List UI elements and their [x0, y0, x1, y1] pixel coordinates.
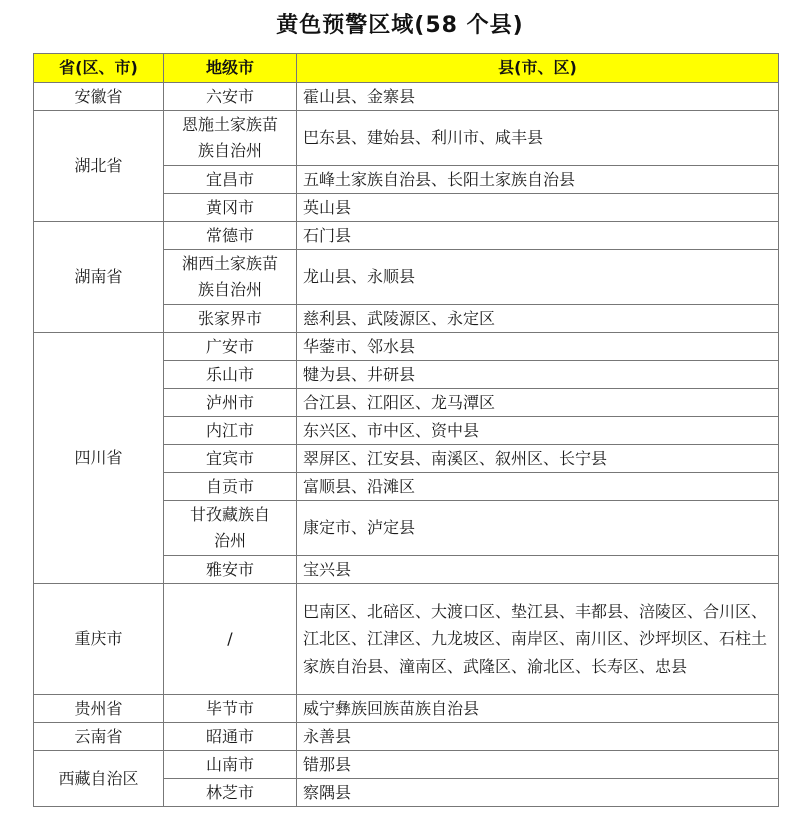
- county-cell: 康定市、泸定县: [297, 501, 779, 556]
- county-cell: 错那县: [297, 751, 779, 779]
- province-cell: 西藏自治区: [34, 751, 164, 807]
- province-cell: 重庆市: [34, 584, 164, 695]
- page-title: 黄色预警区域(58 个县): [276, 13, 524, 38]
- table-row: [34, 83, 779, 111]
- city-cell: 张家界市: [164, 305, 297, 333]
- city-cell: 泸州市: [164, 389, 297, 417]
- table-row: [34, 723, 779, 751]
- county-cell: 巴东县、建始县、利川市、咸丰县: [297, 111, 779, 166]
- city-cell: [164, 250, 297, 305]
- province-cell: 安徽省: [34, 83, 164, 111]
- table-row: [34, 111, 779, 166]
- county-cell: 犍为县、井研县: [297, 361, 779, 389]
- table-row: [34, 695, 779, 723]
- county-cell: 察隅县: [297, 779, 779, 807]
- city-cell: 六安市: [164, 83, 297, 111]
- county-cell: 龙山县、永顺县: [297, 250, 779, 305]
- county-cell: 石门县: [297, 222, 779, 250]
- header-city: 地级市: [164, 54, 297, 83]
- city-cell: 内江市: [164, 417, 297, 445]
- county-cell: 翠屏区、江安县、南溪区、叙州区、长宁县: [297, 445, 779, 473]
- table-row: [34, 333, 779, 361]
- province-cell: 湖南省: [34, 222, 164, 333]
- header-county: 县(市、区): [297, 54, 779, 83]
- city-cell: 毕节市: [164, 695, 297, 723]
- city-cell: 山南市: [164, 751, 297, 779]
- city-cell: 林芝市: [164, 779, 297, 807]
- county-cell: 富顺县、沿滩区: [297, 473, 779, 501]
- city-cell: 昭通市: [164, 723, 297, 751]
- county-cell: 巴南区、北碚区、大渡口区、垫江县、丰都县、涪陵区、合川区、江北区、江津区、九龙坡区、南岸区、南川区、沙坪坝区、石柱土家族自治县、潼南区、武隆区、渝北区、长寿区、忠县: [297, 584, 779, 695]
- county-cell: 霍山县、金寨县: [297, 83, 779, 111]
- city-cell: 宜宾市: [164, 445, 297, 473]
- city-cell: [164, 111, 297, 166]
- table-row: [34, 222, 779, 250]
- county-cell: 英山县: [297, 194, 779, 222]
- header-row: [34, 54, 779, 83]
- warning-area-table: [33, 53, 779, 807]
- city-name: 甘孜藏族自治州: [189, 505, 270, 550]
- county-cell: 慈利县、武陵源区、永定区: [297, 305, 779, 333]
- county-cell: 东兴区、市中区、资中县: [297, 417, 779, 445]
- county-cell: 宝兴县: [297, 556, 779, 584]
- table-row: [34, 751, 779, 779]
- county-cell: 威宁彝族回族苗族自治县: [297, 695, 779, 723]
- city-cell: /: [164, 584, 297, 695]
- city-cell: 乐山市: [164, 361, 297, 389]
- province-cell: 云南省: [34, 723, 164, 751]
- county-cell: 永善县: [297, 723, 779, 751]
- city-cell: [164, 501, 297, 556]
- city-name: 恩施土家族苗族自治州: [181, 115, 278, 160]
- city-name: 湘西土家族苗族自治州: [181, 254, 278, 299]
- city-cell: 常德市: [164, 222, 297, 250]
- province-cell: 湖北省: [34, 111, 164, 222]
- table-row: [34, 584, 779, 695]
- city-cell: 雅安市: [164, 556, 297, 584]
- county-cell: 华蓥市、邻水县: [297, 333, 779, 361]
- city-cell: 黄冈市: [164, 194, 297, 222]
- city-cell: 自贡市: [164, 473, 297, 501]
- city-cell: 广安市: [164, 333, 297, 361]
- header-province: 省(区、市): [34, 54, 164, 83]
- province-cell: 四川省: [34, 333, 164, 584]
- county-cell: 合江县、江阳区、龙马潭区: [297, 389, 779, 417]
- province-cell: 贵州省: [34, 695, 164, 723]
- city-cell: 宜昌市: [164, 166, 297, 194]
- county-cell: 五峰土家族自治县、长阳土家族自治县: [297, 166, 779, 194]
